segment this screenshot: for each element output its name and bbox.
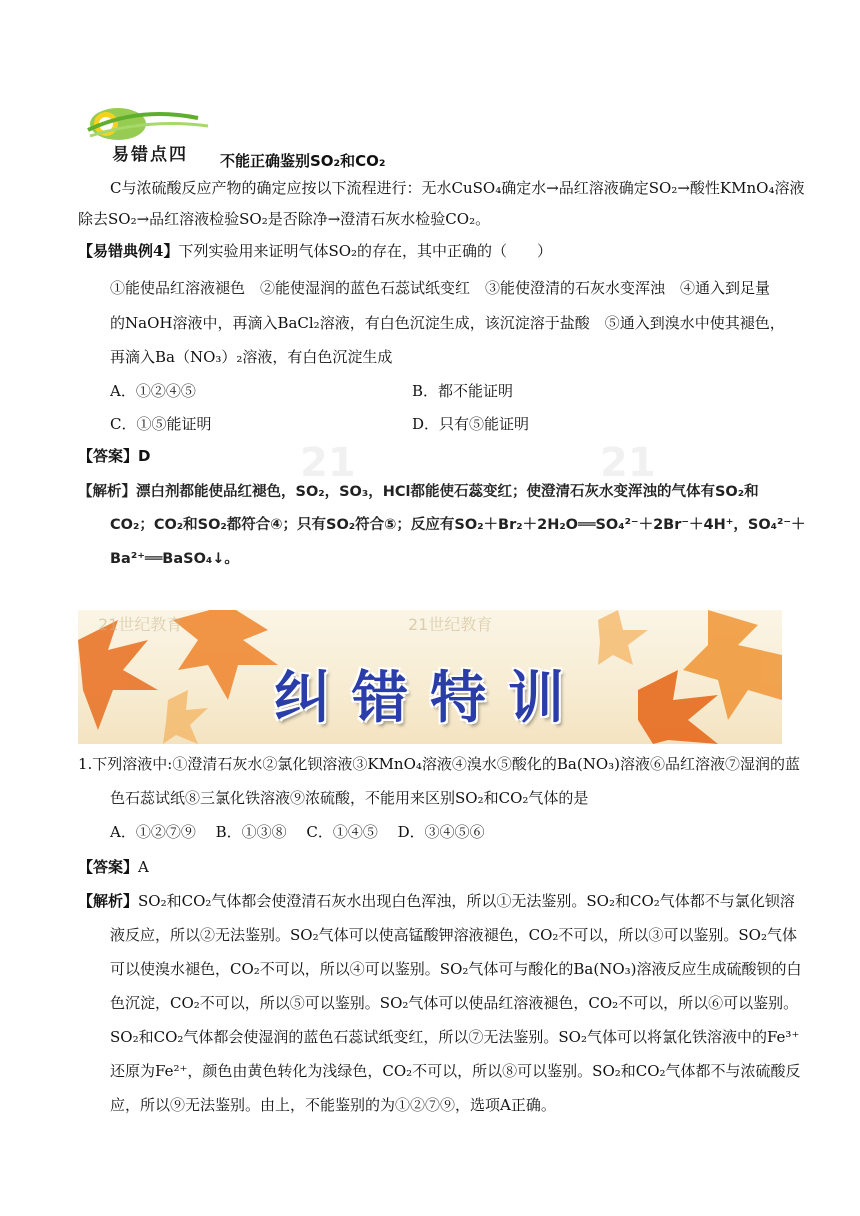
example-question-text: 下列实验用来证明气体SO₂的存在，其中正确的（ ） xyxy=(178,242,553,260)
example-option-c: C．①⑤能证明 xyxy=(110,415,212,433)
example-answer-value: D xyxy=(138,447,151,465)
exercise-answer-label: 【答案】 xyxy=(78,858,139,876)
exercise-analysis-line-5: SO₂和CO₂气体都会使湿润的蓝色石蕊试纸变红，所以⑦无法鉴别。SO₂气体可以将氯化铁溶液中的Fe³⁺ xyxy=(110,1028,800,1046)
example-answer xyxy=(78,446,150,466)
exercise-analysis-line-6: 还原为Fe²⁺，颜色由黄色转化为浅绿色，CO₂不可以，所以⑧可以鉴别。SO₂和CO₂气体都不与浓硫酸反 xyxy=(110,1062,801,1080)
svg-text:21世纪教育: 21世纪教育 xyxy=(408,615,493,634)
exercise-analysis-line-2: 液反应，所以②无法鉴别。SO₂气体可以使高锰酸钾溶液褪色，CO₂不可以，所以③可以鉴别。SO₂气体 xyxy=(110,926,797,944)
exercise-line-2: 色石蕊试纸⑧三氯化铁溶液⑨浓硫酸，不能用来区别SO₂和CO₂气体的是 xyxy=(110,789,589,807)
exercise-analysis-line-7: 应，所以⑨无法鉴别。由上，不能鉴别的为①②⑦⑨，选项A正确。 xyxy=(110,1096,556,1114)
intro-line-1: C与浓硫酸反应产物的确定应按以下流程进行：无水CuSO₄确定水→品红溶液确定SO₂→酸性KMnO₄溶液 xyxy=(110,179,805,197)
exercise-options: A．①②⑦⑨ B．①③⑧ C．①④⑤ D．③④⑤⑥ xyxy=(110,823,485,841)
example-item-line-3: 再滴入Ba（NO₃）₂溶液，有白色沉淀生成 xyxy=(110,348,393,366)
example-analysis-line-1: 【解析】漂白剂都能使品红褪色，SO₂，SO₃，HCl都能使石蕊变红；使澄清石灰水变浑浊的气体有SO₂和 xyxy=(78,484,759,500)
example-analysis-line-3: Ba²⁺══BaSO₄↓。 xyxy=(110,551,239,567)
watermark: 21 xyxy=(300,440,356,486)
exercise-analysis-line-1: 【解析】SO₂和CO₂气体都会使澄清石灰水出现白色浑浊，所以①无法鉴别。SO₂和CO₂气体都不与氯化钡溶 xyxy=(78,892,795,910)
example-analysis-label: 【解析】 xyxy=(78,484,136,500)
example-answer-label: 【答案】 xyxy=(78,447,139,465)
example-analysis-line-2: CO₂；CO₂和SO₂都符合④；只有SO₂符合⑤；反应有SO₂＋Br₂＋2H₂O══SO₄²⁻＋2Br⁻＋4H⁺，SO₄²⁻＋ xyxy=(110,517,806,533)
exercise-analysis-label: 【解析】 xyxy=(78,892,139,910)
section-banner xyxy=(78,610,782,744)
example-item-line-2: 的NaOH溶液中，再滴入BaCl₂溶液，有白色沉淀生成，该沉淀溶于盐酸 ⑤通入到溴水中使其褪色， xyxy=(110,314,785,332)
intro-line-2: 除去SO₂→品红溶液检验SO₂是否除净→澄清石灰水检验CO₂。 xyxy=(78,210,491,228)
banner-title: 纠错特训 xyxy=(274,666,586,731)
example-question xyxy=(78,241,552,261)
example-label: 【易错典例4】 xyxy=(78,242,179,260)
example-item-line-1: ①能使品红溶液褪色 ②能使湿润的蓝色石蕊试纸变红 ③能使澄清的石灰水变浑浊 ④通入到足量 xyxy=(110,279,771,297)
exercise-analysis-line-4: 色沉淀，CO₂不可以，所以⑤可以鉴别。SO₂气体可以使品红溶液褪色，CO₂不可以，所以⑥可以鉴别。 xyxy=(110,994,799,1012)
exercise-answer xyxy=(78,857,149,877)
exercise-answer-value: A xyxy=(138,858,149,876)
example-option-b: B．都不能证明 xyxy=(412,382,514,400)
section-title: 不能正确鉴别SO₂和CO₂ xyxy=(220,152,386,170)
watermark: 21 xyxy=(600,440,656,486)
svg-text:21世纪教育: 21世纪教育 xyxy=(98,615,183,634)
example-option-d: D．只有⑤能证明 xyxy=(412,415,530,433)
exercise-line-1: 1.下列溶液中:①澄清石灰水②氯化钡溶液③KMnO₄溶液④溴水⑤酸化的Ba(NO₃)溶液⑥品红溶液⑦湿润的蓝 xyxy=(78,755,801,773)
example-option-a: A．①②④⑤ xyxy=(110,382,196,400)
badge-text: 易错点四 xyxy=(112,145,188,165)
section-badge xyxy=(78,100,218,165)
exercise-analysis-line-3: 可以使溴水褪色，CO₂不可以，所以④可以鉴别。SO₂气体可与酸化的Ba(NO₃)溶液反应生成硫酸钡的白 xyxy=(110,960,802,978)
